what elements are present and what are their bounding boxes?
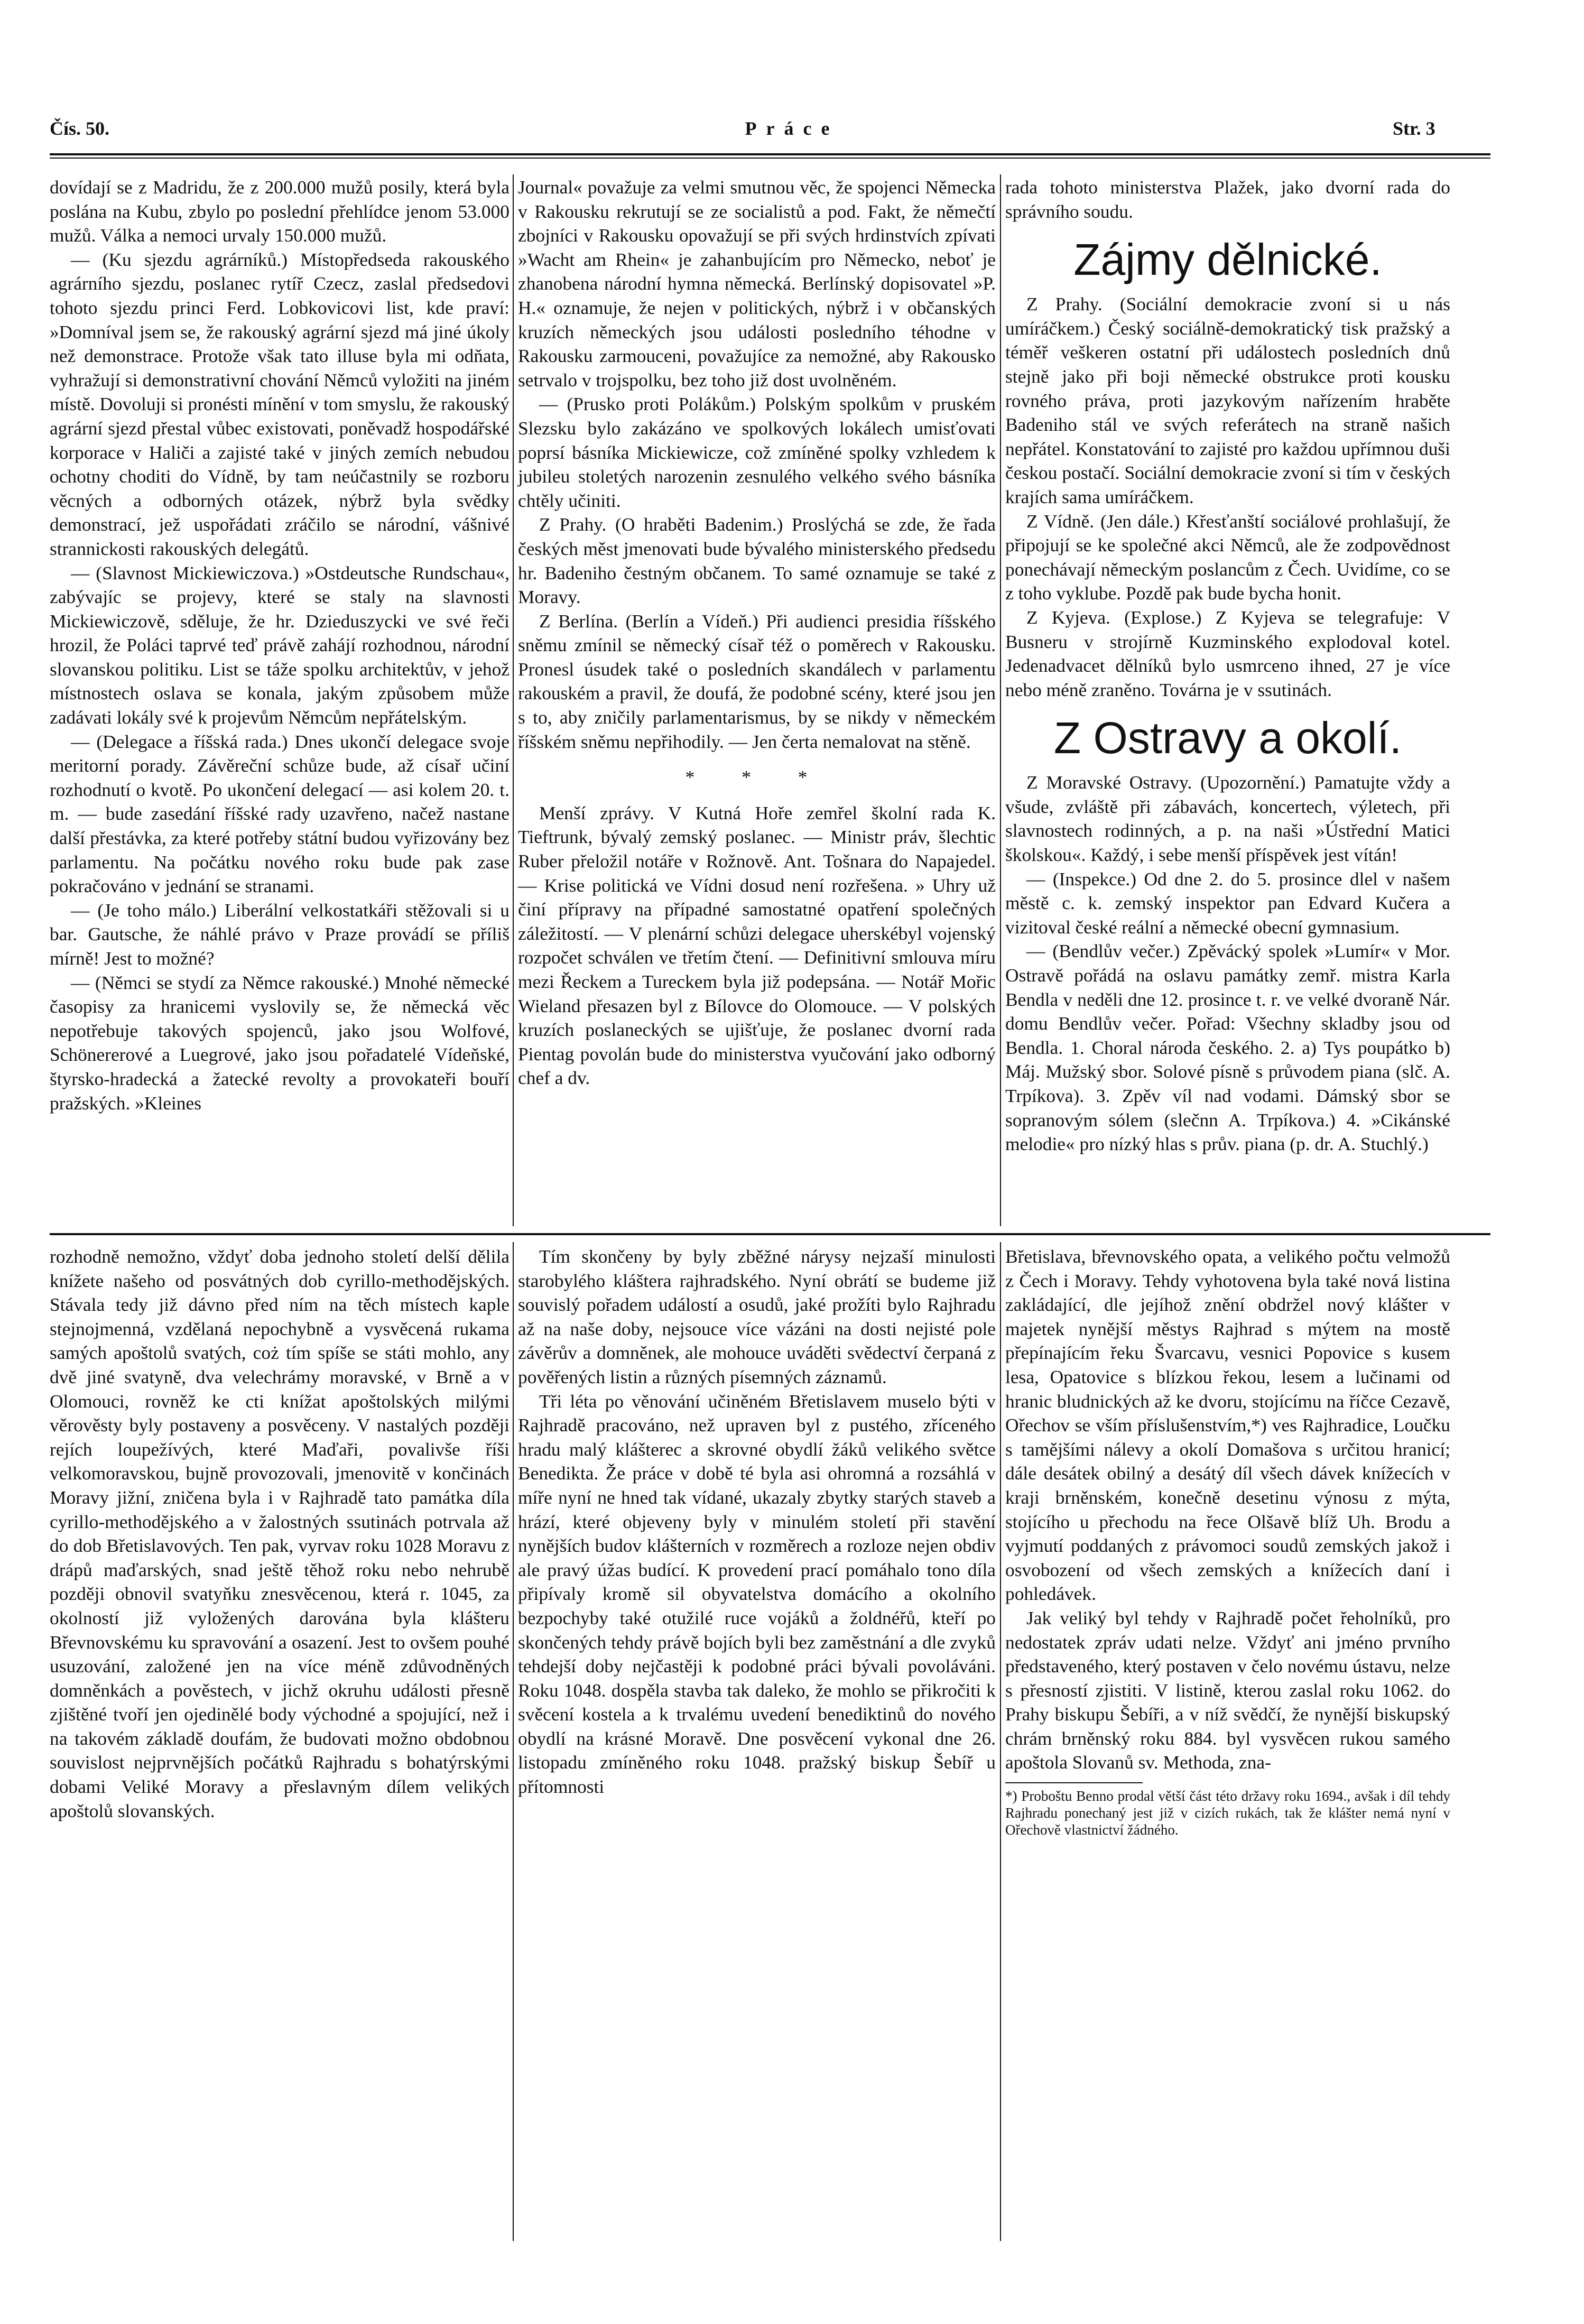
feuilleton-column-1: [50, 1245, 510, 1823]
section-heading-ostrava: Z Ostravy a okolí.: [1053, 713, 1402, 763]
header-rule: [50, 153, 1490, 155]
news-paragraph: rada tohoto ministerstva Plažek, jako dvorní rada do správního soudu.: [1005, 177, 1450, 222]
news-item-prussia-poles: — (Prusko proti Polákům.) Polským spolkům v pruském Slezsku bylo zakázáno ve spolkových lokálech umisťovati poprsí básníka Mickiewicze, což zmíněné spolky vzhledem k jubileu stoletých narozenin zesnulého velkého svého básníka chtěly učiniti.: [518, 393, 996, 511]
news-paragraph: dovídají se z Madridu, že z 200.000 mužů posily, která byla poslána na Kubu, zbylo po poslední přehlídce jenom 53.000 mužů. Válka a nemoci urvaly 150.000 mužů.: [50, 177, 510, 246]
news-item-kiev-explosion: Z Kyjeva. (Explose.) Z Kyjeva se telegrafuje: V Busneru v strojírně Kuzminského explodoval kotel. Jedenadvacet dělníků bylo usmrceno ihned, 27 je více nebo méně zraněno. Továrna je v ssutinách.: [1005, 606, 1450, 700]
feuilleton-paragraph: Tím skončeny by byly zběžné nárysy nejzaší minulosti starobylého kláštera rajhradského. Nyní obrátí se budeme již souvislý pořadem událostí a osudů, jaké prožíti bylo Rajhradu až na naše doby, nejsouce více vázáni na dosti nejisté pole závěrův a domněnek, ale mohouce uváděti svědectví čerpaná z pověřených listin a různých písemných záznamů.: [518, 1246, 996, 1387]
news-item-bendl-evening: — (Bendlův večer.) Zpěvácký spolek »Lumír« v Mor. Ostravě pořádá na oslavu památky zemř. mistra Karla Bendla v neděli dne 12. prosince t. r. ve velké dvoraně Nár. domu Bendlův večer. Pořad: Všechny skladby jsou od Bendla. 1. Choral národa českého. 2. a) Tys poupátko b) Máj. Mužský sbor. Solové písně s průvodem piana (slč. A. Trpíkova). 3. Zpěv víl nad vodami. Dámský sbor se sopranovým sólem (slečnn A. Trpíkova.) 4. »Cikánské melodie« pro nízký hlas s prův. piana (p. dr. A. Stuchlý.): [1005, 940, 1450, 1155]
news-item-germans-ashamed: — (Němci se stydí za Němce rakouské.) Mnohé německé časopisy za hranicemi vyslovily se, že německá věc nepotřebuje takových spojenců, jako jsou Wolfové, Schönererové a Luegrové, jako jsou pořadatelé Vídeňské, štyrsko-hradecká a žatecké revolty a provokateři bouří pražských. »Kleines: [50, 971, 510, 1114]
section-rule: [50, 1233, 1490, 1235]
column-divider: [1000, 1242, 1001, 2241]
news-item-vienna-christian-socials: Z Vídně. (Jen dále.) Křesťanští sociálové prohlašují, že připojují se ke společné akci Němců, ale že zodpovědnost ponechávají německým poslancům z Čech. Uvidíme, co se z toho vyklube. Pozdě pak bude bycha honit.: [1005, 510, 1450, 604]
news-item-berlin-vienna: Z Berlína. (Berlín a Vídeň.) Při audienci presidia říšského sněmu zmínil se německý císař též o poměrech v Rakousku. Pronesl úsudek také o posledních skandálech v parlamentu rakouském a pravil, že doufá, že podobné scény, které jsou jen s to, aby zničily parlamentarismus, by se nikdy v německém říšském sněmu nepřihodily. — Jen čerta nemalovat na stěně.: [518, 610, 996, 752]
feuilleton-column-3: [1005, 1245, 1450, 1838]
news-column-1: [50, 175, 510, 1115]
section-heading-workers: Zájmy dělnické.: [1073, 235, 1382, 285]
news-item-delegation: — (Delegace a říšská rada.) Dnes ukončí delegace svoje meritorní porady. Závěreční schůze bude, až císař učiní rozhodnutí o kvotě. Po ukončení delegací — asi kolem 20. t. m. — bude zasedání říšské rady uzavřeno, načež nastane další přestávka, za které potřeby státní budou vyřizovány bez parlamentu. Na počátku nového roku bude pak zase pokračováno v jednání se stranami.: [50, 730, 510, 897]
issue-number: Čís. 50.: [50, 118, 110, 139]
news-item-liberal-landowners: — (Je toho málo.) Liberální velkostatkáři stěžovali si u bar. Gautsche, že náhlé právo v Praze provádí se příliš mírně! Jest to možné?: [50, 899, 510, 969]
column-divider: [513, 174, 514, 1226]
news-column-3: [1005, 175, 1450, 1156]
page-number: Str. 3: [1393, 118, 1435, 139]
feuilleton-paragraph: rozhodně nemožno, vždyť doba jednoho století delší dělila knížete našeho od posvátných dob cyrillo-methodějských. Stávala tedy již dávno před ním na těch místech kaple stejnojmenná, vzdělaná nepochybně a vysvěcená rukama samých apoštolů svatých, coż tím spíše se státi mohlo, any dvě jiné svatyně, dva velechrámy moravské, v Brně a v Olomouci, rovněž ke cti knížat apoštolských milými věrověsty byly postaveny a posvěceny. V nastalých později rejích loupežívých, které Maďaři, povalivše říši velkomoravskou, bujně provozovali, jmenovitě v končinách Moravy jižní, zničena byla i v Rajhradě tato památka díla cyrillo-methodějského a v žalostných ssutinách potrvala až do dob Břetislavových. Ten pak, vyrvav roku 1028 Moravu z drápů maďarských, snad ještě těhož roku nebo nehrubě později obnovil svatyňku znesvěcenou, která r. 1045, za okolností již vyložených darována byla klášteru Břevnovskému ku spravování a osazení. Jest to ovšem pouhé usuzování, založené jen na více méně zdůvodněných domněnkách a pověstech, v jichž okruhu události přesně zjištěné tvoří jen ojedinělé body východné a spojující, než i na takovém základě doufám, že budovati možno obdobnou souvislost nejprvnějších počátků Rajhradu s bohatýrskými dobami Veliké Moravy a přeslavným dílem velikých apoštolů slovanských.: [50, 1246, 510, 1821]
news-item-agrarian-congress: — (Ku sjezdu agrárníků.) Místopředseda rakouského agrárního sjezdu, poslanec rytíř Czecz, zaslal předsedovi tohoto sjezdu princi Ferd. Lobkovicovi list, kde praví: »Domníval jsem se, že rakouský agrární sjezd má jiné úkoly než demonstrace. Protože však tato illuse byla mi odňata, vyhražují si demonstrativní chování Němců vyložiti na jiném místě. Dovoluji si pronésti mínění v tom smyslu, že rakouský agrární sjezd přestal vůbec existovati, poněvadž hospodářské korporace v Haliči a zajisté také v jiných zemích nebudou ochotny choditi do Vídně, by tam neúčastnily se rozboru věcných a odborných otázek, nýbrž byla svědky demonstrací, jež uspořádati zráčilo se národní, vášnivé strannickosti rakouských delegátů.: [50, 248, 510, 559]
footnote-rule: [1005, 1782, 1143, 1783]
news-item-inspection: — (Inspekce.) Od dne 2. do 5. prosince dlel v našem městě c. k. zemský inspektor pan Edvard Kučera a vizitoval české reální a německé obecní gymnasium.: [1005, 868, 1450, 938]
news-column-2: [518, 175, 996, 1090]
header-rule-thin: [50, 158, 1490, 159]
news-paragraph: Journal« považuje za velmi smutnou věc, že spojenci Německa v Rakousku rekrutují se ze socialistů a pod. Fakt, že němečtí zbojníci v Rakousku opovažují se při svých hrdinstvích zpívati »Wacht am Rhein« je zahanbujícím pro Německo, neboť je zhanobena národní hymna německá. Berlínský dopisovatel »P. H.« oznamuje, že nejen v politických, nýbrž i v občanských kruzích německých jsou události posledního téhodne v Rakousku zarmouceni, považujíce za nemožné, aby Rakousko setrvalo v trojspolku, bez toho již dost uvolněném.: [518, 177, 996, 391]
column-divider: [513, 1242, 514, 2241]
column-divider: [1000, 174, 1001, 1226]
news-item-mickiewicz: — (Slavnost Mickiewiczova.) »Ostdeutsche Rundschau«, zabývajíc se projevy, které se staly na slavnosti Mickiewiczově, sděluje, že hr. Dzieduszycki ve své řeči hrozil, že Poláci taprvé teď právě zahájí rozhodnou, národní slovanskou politiku. List se táže spolku architektův, v jehož místnostech oslava se konala, jakým způsobem může zadávati lokály své k projevům Němcům nepřátelským.: [50, 562, 510, 728]
footnote: *) Proboštu Benno prodal větší část této državy roku 1694., avšak i díl tehdy Rajhradu ponechaný jest již v cizích rukách, tak že klášter nemá nyní v Ořechově vlastnictví žádného.: [1005, 1788, 1450, 1838]
news-item-short-reports: Menší zprávy. V Kutná Hoře zemřel školní rada K. Tieftrunk, bývalý zemský poslanec. — Ministr práv, šlechtic Ruber přeložil notáře v Rožnově. Ant. Tošnara do Napajedel. — Krise politická ve Vídni dosud není rozřešena. » Uhry už činí přípravy na případné samostatné opatření společných záležitostí. — V plenární schůzi delegace uherskébyl vojenský rozpočet schválen ve třetím čtení. — Definitivní smlouva míru mezi Řeckem a Tureckem byla již podepsána. — Notář Mořic Wieland přesazen byl z Bílovce do Olomouce. — V polských kruzích poslaneckých se ujišťuje, že poslanec dvorní rada Pientag povolán bude do ministerstva vyučování jako odborný chef a dv.: [518, 802, 996, 1089]
news-item-prague-badeni: Z Prahy. (O hraběti Badenim.) Proslýchá se zde, že řada českých měst jmenovati bude bývalého ministerského předsedu hr. Badeniho čestným občanem. To samé oznamuje se také z Moravy.: [518, 514, 996, 608]
feuilleton-column-2: [518, 1245, 996, 1799]
section-separator-stars: * * *: [685, 766, 829, 788]
news-item-ostrava-notice: Z Moravské Ostravy. (Upozornění.) Pamatujte vždy a všude, zvláště při zábavách, koncertech, výletech, při slavnostech rodinných, a p. na naši »Ústřední Matici školskou«. Každý, i sebe menší příspěvek jest vítán!: [1005, 772, 1450, 866]
feuilleton-paragraph: Tři léta po věnování učiněném Břetislavem muselo býti v Rajhradě pracováno, než upraven byl z pustého, zříceného hradu malý klášterec a skrovné obydlí žáků velikého světce Benedikta. Že práce v době té byla asi ohromná a rozsáhlá v míře nyní ne hned tak vídané, ukazaly zbytky starých staveb a hrází, které objeveny byly v minulém století při stavění nynějších budov klášterních v rozměrech a rozloze nejen obdiv ale pravý úžas budící. K provedení prací pomáhalo tono díla připívaly kromě sil obyvatelstva domácího a okolního bezpochyby také otužilé ruce vojáků a žoldnéřů, kteří po skončených tehdy právě bojích byli bez zaměstnání a dle zvyků tehdejší doby nejčastěji k podobné práci bývali povoláváni. Roku 1048. dospěla stavba tak daleko, že mohlo se přikročiti k svěcení kostela a k trvalému uvedení benediktinů do nového obydlí na krásné Moravě. Dne posvěcení vykonal dne 26. listopadu zmíněného roku 1048. pražský biskup Šebíř u přítomnosti: [518, 1390, 996, 1798]
newspaper-title: Práce: [745, 118, 839, 139]
feuilleton-paragraph: Jak veliký byl tehdy v Rajhradě počet řeholníků, pro nedostatek zpráv udati nelze. Vždyť ani jméno prvního představeného, který postaven v čelo novému ústavu, nelze s přesností zjistiti. V listině, kterou zaslal roku 1062. do Prahy biskupu Šebíři, a v níž svědčí, že nynější biskupský chrám brněnský roku 884. byl vysvěcen rukou samého apoštola Slovanů sv. Methoda, zna-: [1005, 1607, 1450, 1773]
feuilleton-paragraph: Břetislava, břevnovského opata, a velikého počtu velmožů z Čech i Moravy. Tehdy vyhotovena byla také nová listina zakládající, dle jejíhož znění obdržel nový klášter v majetek nynější městys Rajhrad s mýtem na mostě přepínajícím řeku Švarcavu, vesnici Popovice s kusem lesa, Opatovice s blízkou řekou, lesem a lučinami od hranic bludnických až ke dvoru, stojícímu na říčce Cezavě, Ořechov se vším příslušenstvím,*) ves Rajhradice, Loučku s tamějšími nálevy a okolí Domašova s určitou hranicí; dále desátek obilný a desátý díl všech dávek knížecích v kraji brněnském, konečně desetinu výnosu z mýta, stojícího u přechodu na řece Olšavě blíž Uh. Brodu a vyjmutí poddaných z právomoci soudů zemských jakož i osvobození od všech zemských a knížecích daní i pohledávek.: [1005, 1246, 1450, 1605]
news-item-social-democracy: Z Prahy. (Sociální demokracie zvoní si u nás umíráčkem.) Český sociálně-demokratický tisk pražský a téměř veškeren ostatní při událostech posledních dnů stejně jako při boji německé obstrukce proti kousku rovného práva, proti jazykovým nařízením hraběte Badeniho stál ve svých referátech na straně našich nepřátel. Konstatování to zajisté pro každou upřímnou duši českou postačí. Sociální demokracie zvoní si tím v českých krajích sama umíráčkem.: [1005, 293, 1450, 507]
